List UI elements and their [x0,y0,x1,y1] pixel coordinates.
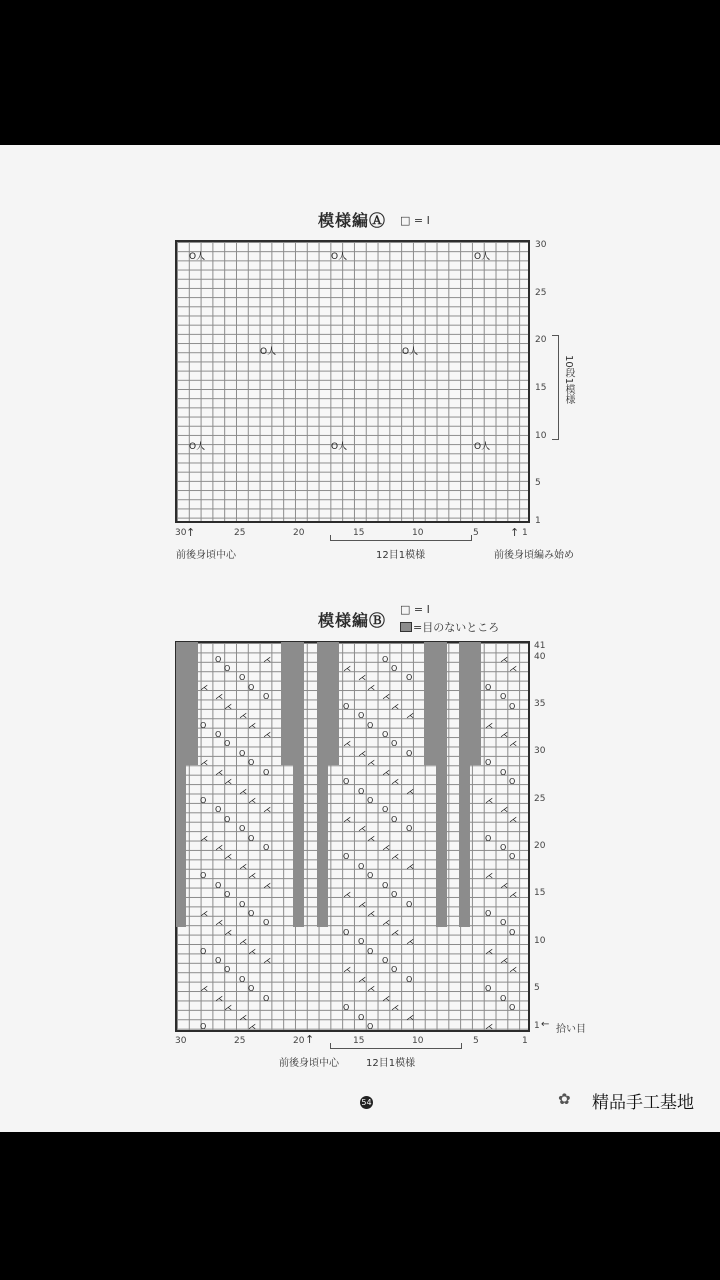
stitch-symbol: ⋌ [485,720,493,730]
stitch-symbol: O人 [402,347,419,357]
stitch-symbol: ⋌ [224,701,232,711]
stitch-symbol: O [200,1022,207,1031]
col-number: 25 [234,528,246,538]
stitch-symbol: O [215,880,222,890]
stitch-symbol: ⋌ [509,814,517,824]
stitch-symbol: ⋌ [367,682,375,692]
stitch-symbol: ⋌ [263,805,271,815]
row-number: 30 [534,746,546,756]
col-number: 25 [234,1036,246,1046]
stitch-symbol: O [215,729,222,739]
stitch-symbol: O [382,956,389,966]
stitch-symbol: O [406,748,413,758]
stitch-symbol: O人 [474,442,491,452]
stitch-symbol: O人 [189,442,206,452]
stitch-symbol: O [200,946,207,956]
stitch-symbol: O [224,739,231,749]
stitch-symbol: O [509,927,516,937]
stitch-symbol: O [500,767,507,777]
stitch-symbol: O [485,908,492,918]
row-number: 5 [534,983,540,993]
stitch-symbol: ⋌ [224,852,232,862]
stitch-symbol: O [248,758,255,768]
stitch-symbol: ⋌ [248,1022,256,1031]
stitch-symbol: ⋌ [263,956,271,966]
stitch-symbol: ⋌ [382,843,390,853]
stitch-symbol: ⋌ [406,711,414,721]
stitch-symbol: ⋌ [485,946,493,956]
page-number: 54 [361,1098,372,1107]
stitch-symbol: O人 [260,347,277,357]
stitch-symbol: ⋌ [224,1003,232,1013]
stitch-symbol: ⋌ [485,795,493,805]
stitch-symbol: ⋌ [343,739,351,749]
stitch-symbol: O [343,701,350,711]
stitch-symbol: ⋌ [215,918,223,928]
row-number: 10 [534,936,546,946]
stitch-symbol: ⋌ [500,805,508,815]
stitch-symbol: ⋌ [382,993,390,1003]
repeat-cols-brace [330,535,472,541]
row-number: 5 [535,478,541,488]
row-number: 25 [535,288,547,298]
stitch-symbol: O [500,843,507,853]
stitch-symbol: O [263,993,270,1003]
no-stitch-area [459,642,481,765]
chart-a-grid [175,240,530,523]
row-number: 15 [535,383,547,393]
col-number: 30 [175,528,187,538]
stitch-symbol: ⋌ [215,993,223,1003]
stitch-symbol: O [485,758,492,768]
stitch-symbol: ⋌ [239,786,247,796]
arrow-up-icon: ↑ [305,1033,315,1046]
col-number: 15 [353,528,365,538]
stitch-symbol: O [263,767,270,777]
stitch-symbol: O人 [331,442,348,452]
wechat-icon: ✿ [558,1090,571,1108]
stitch-symbol: O [367,871,374,881]
stitch-symbol: ⋌ [406,861,414,871]
col-number: 15 [353,1036,365,1046]
stitch-symbol: ⋌ [358,974,366,984]
no-stitch-area [176,642,198,765]
arrow-left-icon: ← [541,1019,550,1030]
stitch-symbol: ⋌ [343,814,351,824]
label-center: 前後身頃中心 [176,550,236,561]
row-number: 25 [534,794,546,804]
stitch-symbol: O [485,682,492,692]
stitch-symbol: O [343,852,350,862]
no-stitch-area [281,642,304,765]
stitch-symbol: O [248,908,255,918]
stitch-symbol: O [367,720,374,730]
stitch-symbol: O [239,899,246,909]
repeat-cols-brace [330,1043,462,1049]
stitch-symbol: ⋌ [200,758,208,768]
stitch-symbol: O [224,890,231,900]
col-number: 30 [175,1036,187,1046]
chart-b-title: 模様編Ⓑ [318,611,387,630]
stitch-symbol: O [485,984,492,994]
stitch-symbol: ⋌ [391,852,399,862]
stitch-symbol: O [358,711,365,721]
stitch-symbol: ⋌ [367,758,375,768]
no-stitch-area [317,765,328,927]
stitch-symbol: O [391,890,398,900]
stitch-symbol: ⋌ [391,777,399,787]
repeat-rows-label: 10段1模様 [563,355,574,405]
stitch-symbol: ⋌ [343,965,351,975]
stitch-symbol: O [391,814,398,824]
stitch-symbol: O [248,984,255,994]
watermark: 精品手工基地 [592,1093,694,1113]
chart-b-legend-plain: □ = Ⅰ [400,603,430,616]
stitch-symbol: ⋌ [391,701,399,711]
stitch-symbol: ⋌ [200,833,208,843]
row-number: 41 [534,641,546,651]
row-number: 20 [534,841,546,851]
stitch-symbol: O [200,795,207,805]
stitch-symbol: O [263,692,270,702]
col-number: 5 [473,528,479,538]
pickup-label: 拾い目 [556,1024,586,1035]
stitch-symbol: ⋌ [406,1012,414,1022]
stitch-symbol: ⋌ [509,890,517,900]
stitch-symbol: O [343,777,350,787]
row-number: 20 [535,335,547,345]
stitch-symbol: O [509,1003,516,1013]
stitch-symbol: ⋌ [248,720,256,730]
stitch-symbol: ⋌ [248,946,256,956]
stitch-symbol: O [263,918,270,928]
stitch-symbol: ⋌ [406,786,414,796]
col-number: 1 [522,1036,528,1046]
stitch-symbol: ⋌ [224,927,232,937]
row-number: 35 [534,699,546,709]
stitch-symbol: O [406,974,413,984]
stitch-symbol: O [239,974,246,984]
no-stitch-area [424,642,447,765]
stitch-symbol: O [382,729,389,739]
repeat-rows-brace [552,335,559,440]
stitch-symbol: O [391,664,398,674]
stitch-symbol: O [406,899,413,909]
stitch-symbol: O [406,673,413,683]
stitch-symbol: ⋌ [239,1012,247,1022]
row-number: 10 [535,431,547,441]
stitch-symbol: ⋌ [509,965,517,975]
stitch-symbol: O [224,664,231,674]
stitch-symbol: ⋌ [358,899,366,909]
no-stitch-area [317,642,339,765]
gray-legend-swatch [400,622,412,632]
stitch-symbol: ⋌ [343,890,351,900]
stitch-symbol: ⋌ [263,729,271,739]
stitch-symbol: ⋌ [358,673,366,683]
stitch-symbol: O [248,682,255,692]
row-number: 30 [535,240,547,250]
label-start: 前後身頃編み始め [494,550,574,561]
stitch-symbol: ⋌ [485,871,493,881]
label-center: 前後身頃中心 [279,1058,339,1069]
stitch-symbol: O [239,748,246,758]
stitch-symbol: ⋌ [358,748,366,758]
stitch-symbol: ⋌ [391,1003,399,1013]
stitch-symbol: ⋌ [382,918,390,928]
stitch-symbol: O [500,918,507,928]
stitch-symbol: ⋌ [239,937,247,947]
stitch-symbol: O [215,956,222,966]
stitch-symbol: O [200,720,207,730]
stitch-symbol: ⋌ [343,664,351,674]
stitch-symbol: ⋌ [215,843,223,853]
stitch-symbol: ⋌ [239,861,247,871]
stitch-symbol: ⋌ [215,767,223,777]
stitch-symbol: O [382,880,389,890]
stitch-symbol: O [367,795,374,805]
stitch-symbol: O [239,673,246,683]
stitch-symbol: ⋌ [263,880,271,890]
stitch-symbol: O人 [189,252,206,262]
stitch-symbol: O [509,777,516,787]
stitch-symbol: ⋌ [367,908,375,918]
stitch-symbol: O [485,833,492,843]
stitch-symbol: O [343,1003,350,1013]
stitch-symbol: ⋌ [215,692,223,702]
stitch-symbol: ⋌ [500,880,508,890]
stitch-symbol: ⋌ [500,654,508,664]
stitch-symbol: O [343,927,350,937]
stitch-symbol: O [358,1012,365,1022]
col-number: 10 [412,528,424,538]
stitch-symbol: ⋌ [248,871,256,881]
stitch-symbol: ⋌ [406,937,414,947]
stitch-symbol: O [224,814,231,824]
stitch-symbol: O [215,805,222,815]
stitch-symbol: ⋌ [358,824,366,834]
stitch-symbol: O [358,861,365,871]
row-number: 1 [535,516,541,526]
stitch-symbol: O [391,739,398,749]
col-number: 20 [293,1036,305,1046]
stitch-symbol: ⋌ [382,692,390,702]
stitch-symbol: ⋌ [382,767,390,777]
stitch-symbol: O [382,805,389,815]
repeat-cols-label: 12目1模様 [376,550,426,561]
stitch-symbol: O人 [331,252,348,262]
stitch-symbol: O [406,824,413,834]
stitch-symbol: ⋌ [200,908,208,918]
stitch-symbol: ⋌ [239,711,247,721]
stitch-symbol: O [509,701,516,711]
stitch-symbol: O [239,824,246,834]
stitch-symbol: ⋌ [224,777,232,787]
stitch-symbol: O [248,833,255,843]
stitch-symbol: O [500,993,507,1003]
col-number: 20 [293,528,305,538]
stitch-symbol: ⋌ [391,927,399,937]
stitch-symbol: ⋌ [485,1022,493,1031]
stitch-symbol: O [200,871,207,881]
stitch-symbol: O [358,786,365,796]
stitch-symbol: ⋌ [263,654,271,664]
stitch-symbol: ⋌ [509,664,517,674]
stitch-symbol: O [367,946,374,956]
stitch-symbol: O [509,852,516,862]
stitch-symbol: ⋌ [248,795,256,805]
stitch-symbol: ⋌ [500,729,508,739]
repeat-cols-label: 12目1模様 [366,1058,416,1069]
stitch-symbol: O [215,654,222,664]
col-number: 10 [412,1036,424,1046]
stitch-symbol: O [224,965,231,975]
no-stitch-area [459,765,470,927]
stitch-symbol: O人 [474,252,491,262]
stitch-symbol: ⋌ [509,739,517,749]
stitch-symbol: O [367,1022,374,1031]
stitch-symbol: ⋌ [367,984,375,994]
stitch-symbol: O [500,692,507,702]
stitch-symbol: ⋌ [200,984,208,994]
stitch-symbol: O [382,654,389,664]
arrow-up-icon: ↑ [510,526,520,539]
col-number: 1 [522,528,528,538]
stitch-symbol: O [391,965,398,975]
row-number: 15 [534,888,546,898]
stitch-symbol: ⋌ [500,956,508,966]
chart-b-legend-gray: =目のないところ [413,621,500,634]
stitch-symbol: ⋌ [367,833,375,843]
no-stitch-area [293,765,304,927]
arrow-up-icon: ↑ [186,526,196,539]
chart-a-legend: □ = Ⅰ [400,214,430,227]
row-number: 1 [534,1021,540,1031]
chart-a-title: 模様編Ⓐ [318,211,387,230]
col-number: 5 [473,1036,479,1046]
stitch-symbol: O [358,937,365,947]
no-stitch-area [176,765,186,927]
row-number: 40 [534,652,546,662]
stitch-symbol: ⋌ [200,682,208,692]
stitch-symbol: O [263,843,270,853]
no-stitch-area [436,765,447,927]
